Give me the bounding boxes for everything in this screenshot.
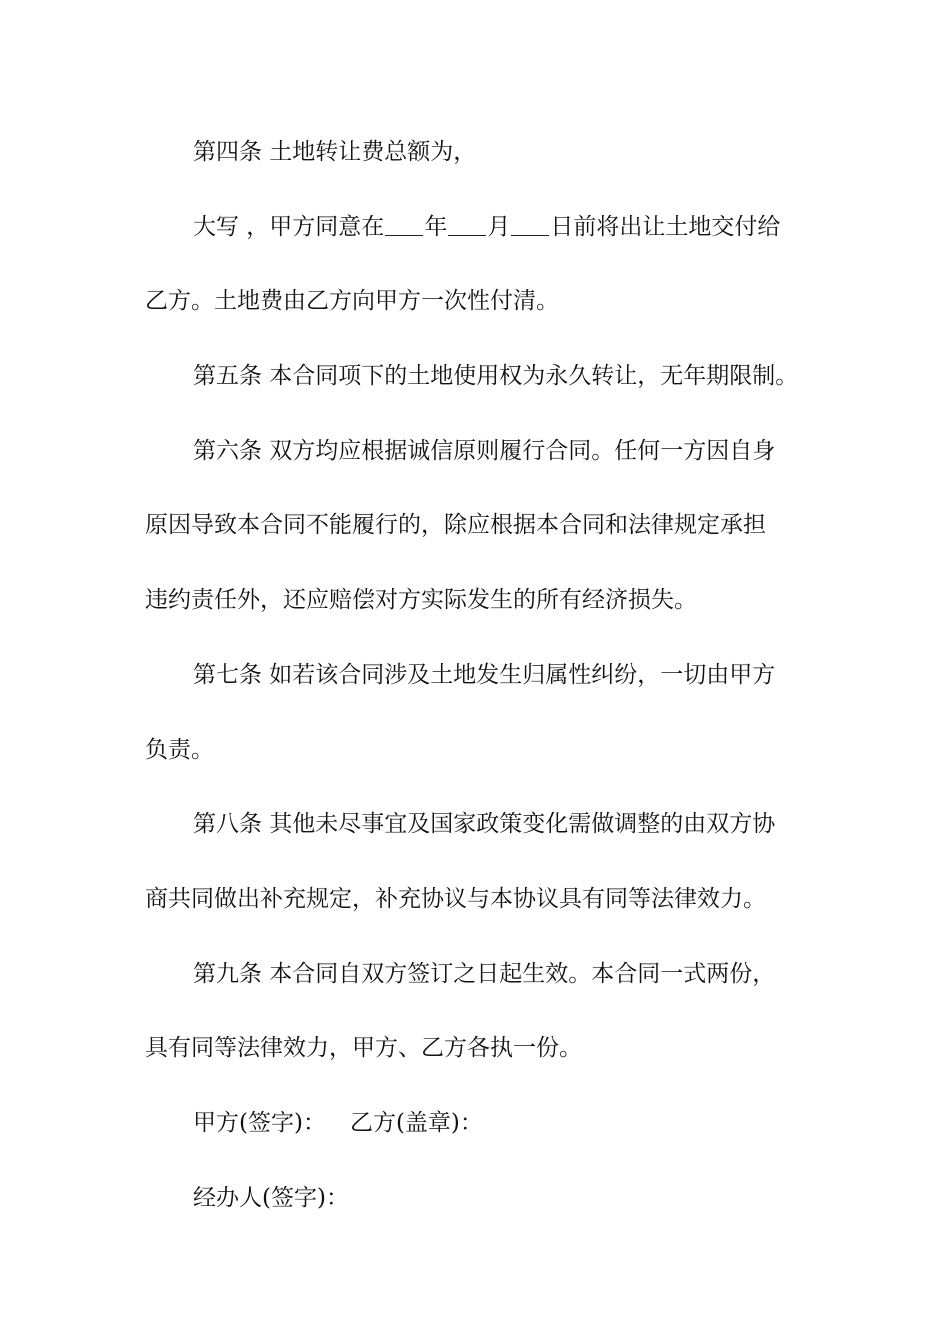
signature-line-parties bbox=[193, 1108, 483, 1138]
clause-7-line-1: 第七条 如若该合同涉及土地发生归属性纠纷，一切由甲方 bbox=[193, 662, 776, 688]
year-label: 年 bbox=[424, 214, 448, 240]
clause-4-line-1: 第四条 土地转让费总额为， bbox=[193, 139, 477, 165]
clause-4-line-2 bbox=[193, 212, 780, 242]
party-a-signature-label: 甲方(签字)： bbox=[193, 1110, 326, 1136]
clause-4-text-b: 日前将出让土地交付给 bbox=[550, 214, 781, 240]
clause-4-text-a: 大写 ，甲方同意在 bbox=[193, 214, 385, 240]
clause-6-line-1: 第六条 双方均应根据诚信原则履行合同。任何一方因自身 bbox=[193, 438, 776, 464]
month-label: 月 bbox=[487, 214, 511, 240]
clause-8-line-2: 商共同做出补充规定，补充协议与本协议具有同等法律效力。 bbox=[145, 886, 766, 912]
clause-9-line-1: 第九条 本合同自双方签订之日起生效。本合同一式两份， bbox=[193, 961, 776, 987]
clause-7-line-2: 负责。 bbox=[145, 737, 214, 763]
clause-5-line-1: 第五条 本合同项下的土地使用权为永久转让，无年期限制。 bbox=[193, 363, 799, 389]
clause-4-line-3: 乙方。土地费由乙方向甲方一次性付清。 bbox=[145, 288, 559, 314]
year-blank bbox=[385, 213, 423, 236]
clause-6-line-2: 原因导致本合同不能履行的，除应根据本合同和法律规定承担 bbox=[145, 512, 766, 538]
clause-8-line-1: 第八条 其他未尽事宜及国家政策变化需做调整的由双方协 bbox=[193, 811, 776, 837]
month-blank bbox=[448, 213, 486, 236]
agent-signature-label: 经办人(签字)： bbox=[193, 1185, 349, 1211]
clause-6-line-3: 违约责任外，还应赔偿对方实际发生的所有经济损失。 bbox=[145, 587, 697, 613]
clause-9-line-2: 具有同等法律效力，甲方、乙方各执一份。 bbox=[145, 1035, 582, 1061]
day-blank bbox=[511, 213, 549, 236]
party-b-seal-label: 乙方(盖章)： bbox=[349, 1110, 483, 1136]
